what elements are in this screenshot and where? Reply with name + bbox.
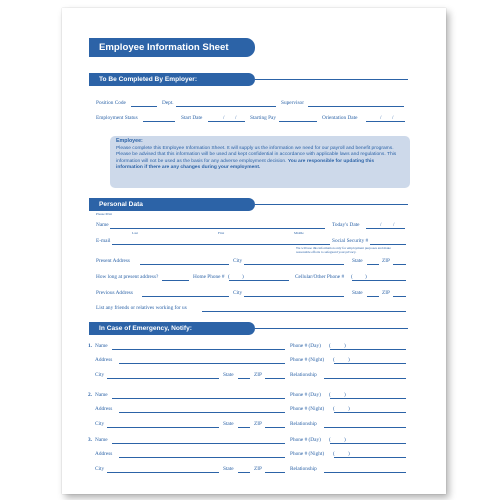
home-phone-label: Home Phone # bbox=[193, 274, 225, 280]
contact-phone-day-label: Phone # (Day) bbox=[290, 437, 321, 443]
present-zip-label: ZIP bbox=[382, 258, 390, 264]
previous-address-label: Previous Address bbox=[96, 290, 133, 296]
contact-phone-day-label: Phone # (Day) bbox=[290, 343, 321, 349]
contact-address-field[interactable] bbox=[119, 412, 285, 413]
contact-state-label: State bbox=[223, 372, 234, 378]
contact-phone-day-close-paren: ) bbox=[344, 392, 346, 398]
contact-address-label: Address bbox=[95, 357, 113, 363]
contact-phone-day-open-paren: ( bbox=[329, 343, 331, 349]
friends-field[interactable] bbox=[202, 311, 406, 312]
cell-phone-field[interactable] bbox=[352, 280, 406, 281]
contact-phone-night-label: Phone # (Night) bbox=[290, 451, 325, 457]
contact-phone-day-open-paren: ( bbox=[329, 392, 331, 398]
contact-zip-label: ZIP bbox=[254, 421, 262, 427]
contact-relationship-label: Relationship bbox=[290, 372, 317, 378]
contact-phone-night-field[interactable] bbox=[334, 457, 406, 458]
contact-city-field[interactable] bbox=[107, 378, 219, 379]
orientation-date-slash: / bbox=[392, 115, 394, 121]
home-phone-field[interactable] bbox=[229, 280, 289, 281]
contact-address-field[interactable] bbox=[119, 363, 285, 364]
contact-phone-day-open-paren: ( bbox=[329, 437, 331, 443]
present-state-field[interactable] bbox=[367, 264, 379, 265]
contact-zip-label: ZIP bbox=[254, 372, 262, 378]
personal-section-rule bbox=[255, 204, 408, 205]
contact-number: 2. bbox=[88, 392, 92, 398]
contact-city-field[interactable] bbox=[107, 427, 219, 428]
contact-address-label: Address bbox=[95, 406, 113, 412]
contact-phone-night-open-paren: ( bbox=[333, 357, 335, 363]
notice-text: Please complete this Employee Information Sheet. It will supply us the information we need for our payroll and benefit programs. Please be advised that this information will be used and kept confidential in accordance with applicable laws and regulations. This information will not be used as the basis for any adverse employment decision. bbox=[116, 146, 397, 164]
notice-body bbox=[116, 146, 401, 172]
emergency-section-heading: In Case of Emergency, Notify: bbox=[89, 322, 255, 335]
start-date-slash: / bbox=[235, 115, 237, 121]
position-code-field[interactable] bbox=[131, 106, 157, 107]
contact-phone-day-close-paren: ) bbox=[344, 437, 346, 443]
supervisor-field[interactable] bbox=[308, 106, 404, 107]
contact-name-label: Name bbox=[95, 392, 108, 398]
emergency-section-rule bbox=[255, 328, 408, 329]
employment-status-field[interactable] bbox=[143, 121, 175, 122]
employment-status-label: Employment Status bbox=[96, 115, 138, 121]
supervisor-label: Supervisor bbox=[281, 100, 304, 106]
orientation-date-field[interactable] bbox=[366, 121, 405, 122]
previous-state-label: State bbox=[352, 290, 363, 296]
name-label: Name bbox=[96, 222, 109, 228]
employee-information-form bbox=[62, 8, 446, 494]
contact-name-field[interactable] bbox=[112, 398, 285, 399]
notice-heading: Employee: bbox=[116, 138, 143, 144]
how-long-label: How long at present address? bbox=[96, 274, 159, 280]
previous-city-label: City bbox=[233, 290, 243, 296]
present-address-field[interactable] bbox=[140, 264, 229, 265]
contact-state-field[interactable] bbox=[238, 472, 250, 473]
employer-section-heading: To Be Completed By Employer: bbox=[89, 73, 255, 86]
email-field[interactable] bbox=[112, 244, 330, 245]
ssn-field[interactable] bbox=[370, 244, 406, 245]
middle-name-caption: Middle bbox=[294, 231, 304, 235]
starting-pay-field[interactable] bbox=[279, 121, 317, 122]
friends-label: List any friends or relatives working for us bbox=[96, 305, 187, 311]
cell-phone-label: Cellular/Other Phone # bbox=[295, 274, 345, 280]
present-zip-field[interactable] bbox=[393, 264, 406, 265]
previous-zip-field[interactable] bbox=[393, 296, 406, 297]
notice-emphasis: You are responsible for updating this information if there are any changes during your employment. bbox=[116, 158, 375, 171]
employer-section-rule bbox=[255, 79, 408, 80]
contact-city-label: City bbox=[95, 421, 105, 427]
todays-date-label: Today's Date bbox=[332, 222, 360, 228]
contact-zip-label: ZIP bbox=[254, 466, 262, 472]
last-name-caption: Last bbox=[132, 231, 138, 235]
contact-relationship-label: Relationship bbox=[290, 421, 317, 427]
contact-state-field[interactable] bbox=[238, 378, 250, 379]
contact-phone-day-field[interactable] bbox=[330, 398, 406, 399]
contact-phone-night-label: Phone # (Night) bbox=[290, 357, 325, 363]
contact-city-field[interactable] bbox=[107, 472, 219, 473]
email-label: E-mail bbox=[96, 238, 111, 244]
todays-date-field[interactable] bbox=[366, 228, 405, 229]
first-name-caption: First bbox=[218, 231, 225, 235]
contact-name-field[interactable] bbox=[112, 349, 285, 350]
previous-city-field[interactable] bbox=[244, 296, 344, 297]
contact-state-label: State bbox=[223, 466, 234, 472]
contact-name-label: Name bbox=[95, 437, 108, 443]
contact-relationship-field[interactable] bbox=[324, 427, 406, 428]
contact-phone-night-close-paren: ) bbox=[348, 406, 350, 412]
cell-phone-open-paren: ( bbox=[351, 274, 353, 280]
contact-number: 1. bbox=[88, 343, 92, 349]
contact-name-label: Name bbox=[95, 343, 108, 349]
position-code-label: Position Code bbox=[96, 100, 126, 106]
start-date-field[interactable] bbox=[208, 121, 245, 122]
home-phone-close-paren: ) bbox=[242, 274, 244, 280]
contact-state-field[interactable] bbox=[238, 427, 250, 428]
employee-notice-box bbox=[110, 136, 410, 188]
contact-phone-day-label: Phone # (Day) bbox=[290, 392, 321, 398]
contact-phone-night-field[interactable] bbox=[334, 363, 406, 364]
ssn-privacy-note: We will use this information only for employment purposes and make reasonable efforts to safeguard your privacy. bbox=[296, 246, 391, 254]
contact-phone-day-field[interactable] bbox=[330, 349, 406, 350]
cell-phone-close-paren: ) bbox=[365, 274, 367, 280]
ssn-label: Social Security # bbox=[332, 238, 369, 244]
contact-number: 3. bbox=[88, 437, 92, 443]
todays-date-slash: / bbox=[380, 222, 382, 228]
form-title: Employee Information Sheet bbox=[89, 38, 255, 57]
dept-field[interactable] bbox=[176, 106, 276, 107]
start-date-slash: / bbox=[223, 115, 225, 121]
contact-zip-field[interactable] bbox=[265, 378, 285, 379]
how-long-field[interactable] bbox=[162, 280, 189, 281]
present-city-label: City bbox=[233, 258, 243, 264]
orientation-date-label: Orientation Date bbox=[322, 115, 358, 121]
dept-label: Dept. bbox=[162, 100, 174, 106]
contact-relationship-label: Relationship bbox=[290, 466, 317, 472]
previous-zip-label: ZIP bbox=[382, 290, 390, 296]
personal-section-heading: Personal Data bbox=[89, 198, 255, 211]
contact-phone-day-field[interactable] bbox=[330, 443, 406, 444]
contact-relationship-field[interactable] bbox=[324, 472, 406, 473]
contact-phone-day-close-paren: ) bbox=[344, 343, 346, 349]
contact-phone-night-field[interactable] bbox=[334, 412, 406, 413]
previous-state-field[interactable] bbox=[367, 296, 379, 297]
please-print-label: Please Print bbox=[96, 212, 113, 216]
contact-zip-field[interactable] bbox=[265, 427, 285, 428]
previous-address-field[interactable] bbox=[142, 296, 229, 297]
contact-phone-night-close-paren: ) bbox=[348, 357, 350, 363]
start-date-label: Start Date bbox=[181, 115, 203, 121]
home-phone-open-paren: ( bbox=[228, 274, 230, 280]
contact-relationship-field[interactable] bbox=[324, 378, 406, 379]
present-state-label: State bbox=[352, 258, 363, 264]
name-field[interactable] bbox=[110, 228, 325, 229]
contact-name-field[interactable] bbox=[112, 443, 285, 444]
contact-phone-night-label: Phone # (Night) bbox=[290, 406, 325, 412]
contact-city-label: City bbox=[95, 372, 105, 378]
contact-phone-night-open-paren: ( bbox=[333, 406, 335, 412]
contact-address-label: Address bbox=[95, 451, 113, 457]
todays-date-slash: / bbox=[393, 222, 395, 228]
orientation-date-slash: / bbox=[380, 115, 382, 121]
contact-city-label: City bbox=[95, 466, 105, 472]
contact-state-label: State bbox=[223, 421, 234, 427]
contact-zip-field[interactable] bbox=[265, 472, 285, 473]
contact-address-field[interactable] bbox=[119, 457, 285, 458]
present-city-field[interactable] bbox=[244, 264, 344, 265]
contact-phone-night-close-paren: ) bbox=[348, 451, 350, 457]
present-address-label: Present Address bbox=[96, 258, 130, 264]
starting-pay-label: Starting Pay bbox=[250, 115, 277, 121]
contact-phone-night-open-paren: ( bbox=[333, 451, 335, 457]
